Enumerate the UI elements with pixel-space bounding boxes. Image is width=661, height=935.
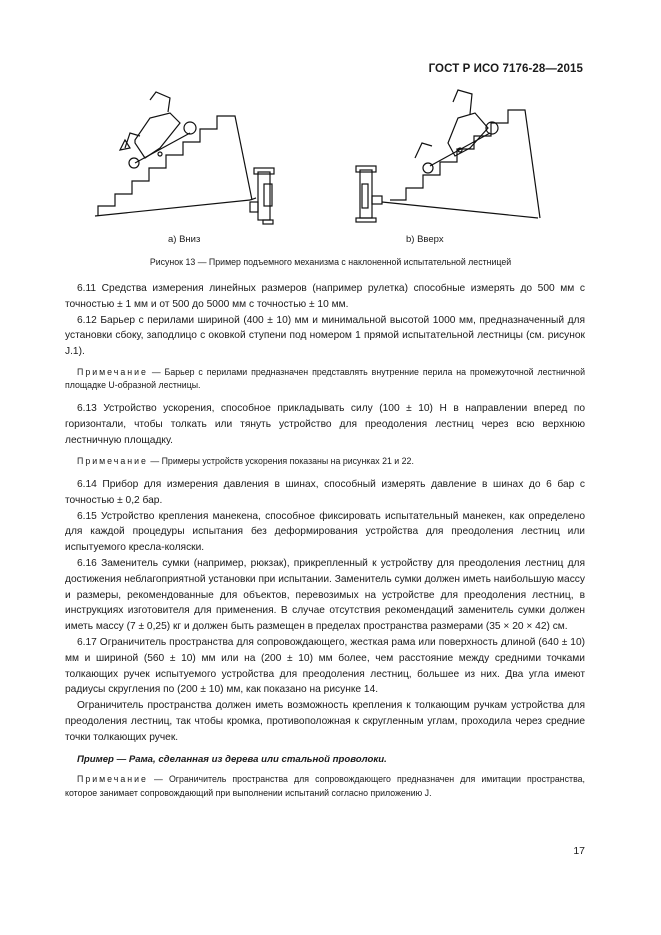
note-text: — Барьер с перилами предназначен представлять внутренние перила на промежуточной лестничной площадке U-образной лестницы. <box>65 366 585 391</box>
paragraph-6-16: 6.16 Заменитель сумки (например, рюкзак), прикрепленный к устройству для преодоления лестниц для достижения неблагоприятной установки при испытании. Заменитель сумки должен иметь наибольшую массу и размеры, рекомендованные для объектов, перевозимых на устройстве для преодоления лестниц, в инструкциях изготовителя для применения. В случае отсутствия рекомендаций заменитель сумки должен иметь массу (7 ± 0,25) кг и должен быть размещен в пределах пространства размерами (35 × 20 × 42) см. <box>65 557 585 633</box>
stair-diagram-down <box>90 88 310 228</box>
paragraph-6-12: 6.12 Барьер с перилами шириной (400 ± 10) мм и минимальной высотой 1000 мм, предназначенный для установки сбоку, заподлицо с оковкой ступени под номером 1 прямой испытательной лестницы (см. рисунок J.1). <box>65 314 585 358</box>
paragraph-6-17-continued: Ограничитель пространства должен иметь возможность крепления к толкающим ручкам устройства для преодоления лестниц, так чтобы кромка, противоположная к скругленным углам, проходила через средние точки толкающих ручек. <box>65 700 585 743</box>
figure-caption: Рисунок 13 — Пример подъемного механизма с наклоненной испытательной лестницей <box>149 257 512 267</box>
note-text: — Примеры устройств ускорения показаны на рисунках 21 и 22. <box>147 455 414 466</box>
stair-diagram-up <box>350 88 580 228</box>
example: Пример — Рама, сделанная из дерева или стальной проволоки. <box>77 753 387 765</box>
figure-13 <box>80 88 580 268</box>
document-header: ГОСТ Р ИСО 7176-28—2015 <box>428 63 583 75</box>
figure-subcaption-a: a) Вниз <box>168 234 201 245</box>
note-1 <box>65 366 585 392</box>
note-text: — Ограничитель пространства для сопровождающего предназначен для имитации пространства, которое занимает сопровождающий при выполнении испытаний согласно приложению J. <box>65 774 585 798</box>
note-label: Примечание <box>77 455 148 466</box>
note-label: Примечание <box>77 774 148 785</box>
paragraph-6-15: 6.15 Устройство крепления манекена, способное фиксировать испытательный манекен, как определено для каждой процедуры испытания без деформирования устройства для преодоления лестниц или испытуемого кресла-коляски. <box>65 510 585 554</box>
paragraph-6-14: 6.14 Прибор для измерения давления в шинах, способный измерять давление в шинах до 6 бар с точностью ± 0,2 бар. <box>65 478 585 506</box>
paragraph-6-17: 6.17 Ограничитель пространства для сопровождающего, жесткая рама или поверхность длиной (640 ± 10) мм и шириной (560 ± 10) мм или на (200 ± 10) мм более, чем расстояние между средними точками толкающих ручек испытуемого устройства для преодоления лестниц, большее из них. Два угла имеют радиусы скругления по (200 ± 10) мм, как показано на рисунке 14. <box>65 636 585 696</box>
body-text <box>65 281 585 800</box>
figure-subcaption-b: b) Вверх <box>406 234 444 245</box>
note-label: Примечание <box>77 366 148 377</box>
page-number: 17 <box>573 845 585 857</box>
paragraph-6-13: 6.13 Устройство ускорения, способное прикладывать силу (100 ± 10) Н в направлении вперед по горизонтали, чтобы толкать или тянуть устройство для преодоления лестниц через всю верхнюю лестничную площадку. <box>65 403 585 446</box>
note-2 <box>65 455 585 468</box>
paragraph-6-11: 6.11 Средства измерения линейных размеров (например рулетка) способные измерять до 500 мм с точностью ± 1 мм и от 500 до 5000 мм с точностью ± 10 мм. <box>65 283 585 310</box>
note-3 <box>65 773 585 799</box>
